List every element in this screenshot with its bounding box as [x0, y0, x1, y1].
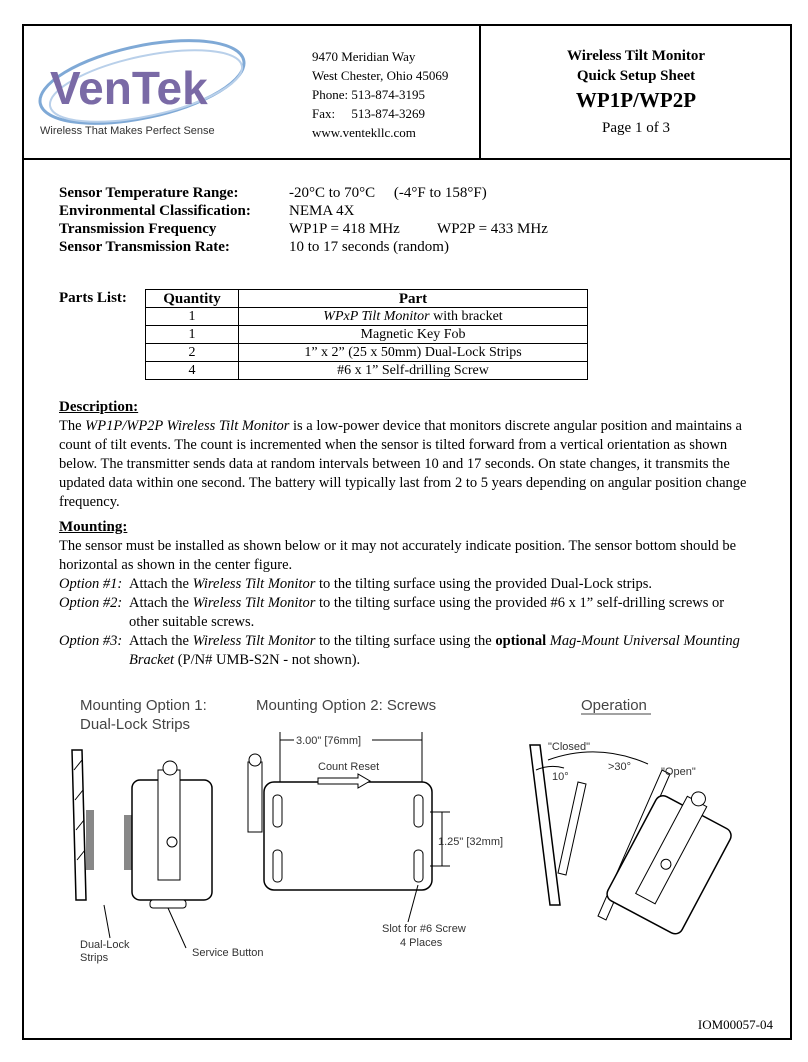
parts-list-label: Parts List:: [59, 290, 127, 306]
spec-label: Transmission Frequency: [59, 221, 217, 237]
mounting-option: Option #2: Attach the Wireless Tilt Monitor to the tilting surface using the provided #6 x 1” self-drilling screws or other suitable screws.: [59, 595, 725, 630]
address-line: 9470 Meridian Way: [312, 49, 416, 64]
header-column-divider: [479, 24, 481, 160]
title-block: [482, 46, 790, 137]
spec-value: 10 to 17 seconds (random): [289, 239, 449, 255]
model-number: WP1P/WP2P: [575, 88, 697, 112]
spec-value: NEMA 4X: [289, 203, 355, 219]
svg-text:"Closed": "Closed": [548, 741, 591, 753]
website-line: www.ventekllc.com: [312, 125, 416, 140]
qty-cell: 1: [146, 326, 239, 344]
svg-text:Strips: Strips: [80, 952, 109, 964]
sensor-front-icon: [264, 782, 432, 890]
document-number: IOM00057-04: [697, 1017, 773, 1032]
figure-label: Operation: [581, 697, 647, 714]
svg-text:Count Reset: Count Reset: [318, 761, 380, 773]
header-divider: [22, 158, 792, 160]
address-line: West Chester, Ohio 45069: [312, 68, 449, 83]
screw-slot-icon: [273, 795, 282, 827]
svg-text:1.25" [32mm]: 1.25" [32mm]: [438, 836, 504, 848]
table-row: [146, 326, 588, 344]
svg-text:>30°: >30°: [608, 761, 632, 773]
mounting-heading: Mounting:: [59, 519, 128, 535]
page-number: Page 1 of 3: [602, 120, 670, 136]
svg-text:Slot for #6 Screw: Slot for #6 Screw: [382, 923, 466, 935]
svg-text:10°: 10°: [552, 771, 569, 783]
dual-lock-strip-icon: [86, 810, 94, 870]
doc-subtitle: Quick Setup Sheet: [576, 68, 696, 84]
table-row: [146, 362, 588, 380]
part-cell: WPxP Tilt Monitor with bracket: [239, 308, 588, 326]
mounting-intro: The sensor must be installed as shown below or it may not accurately indicate position. The sensor bottom should be horizontal as shown in the center figure.: [59, 538, 737, 573]
svg-text:4 Places: 4 Places: [400, 937, 443, 949]
spec-label: Sensor Transmission Rate:: [59, 239, 230, 255]
spec-label: Environmental Classification:: [59, 203, 251, 219]
description-section: [59, 398, 749, 512]
mounting-option: Option #1: Attach the Wireless Tilt Monitor to the tilting surface using the provided Dual-Lock strips.: [59, 576, 653, 592]
spec-value: WP1P = 418 MHz WP2P = 433 MHz: [289, 221, 548, 237]
part-cell: 1” x 2” (25 x 50mm) Dual-Lock Strips: [239, 344, 588, 362]
mounting-figure: [58, 690, 758, 980]
mounting-section: [59, 518, 749, 670]
parts-table: [145, 289, 588, 380]
part-cell: #6 x 1” Self-drilling Screw: [239, 362, 588, 380]
service-button-icon: [150, 900, 186, 908]
specifications: [59, 184, 548, 256]
logo-text: VenTek: [50, 62, 208, 114]
column-header: Quantity: [146, 290, 239, 308]
tilting-surface-icon: [72, 750, 86, 900]
svg-text:"Open": "Open": [661, 766, 696, 778]
description-text: The WP1P/WP2P Wireless Tilt Monitor is a low-power device that monitors discrete angular position and maintains a count of tilt events. The count is incremented when the sensor is tilted forward from a vertical orientation as shown below. The transmitter sends data at random intervals between 10 and 17 seconds. On state changes, it transmits the updated data within one second. The battery will typically last from 2 to 5 years depending on angular position change frequency.: [59, 418, 747, 510]
tagline: Wireless That Makes Perfect Sense: [40, 125, 215, 137]
qty-cell: 4: [146, 362, 239, 380]
qty-cell: 1: [146, 308, 239, 326]
figure-label: Dual-Lock Strips: [80, 716, 191, 733]
company-address: [312, 47, 448, 142]
column-header: Part: [239, 290, 588, 308]
svg-text:3.00" [76mm]: 3.00" [76mm]: [296, 735, 362, 747]
table-row: [146, 344, 588, 362]
spec-label: Sensor Temperature Range:: [59, 185, 239, 201]
spec-value: -20°C to 70°C (-4°F to 158°F): [289, 185, 487, 201]
figure-label: Mounting Option 1:: [80, 697, 207, 714]
svg-text:Service Button: Service Button: [192, 947, 264, 959]
qty-cell: 2: [146, 344, 239, 362]
figure-label: Mounting Option 2: Screws: [256, 697, 437, 714]
svg-text:Dual-Lock: Dual-Lock: [80, 939, 130, 951]
doc-title: Wireless Tilt Monitor: [566, 48, 706, 64]
fax-line: Fax: 513-874-3269: [312, 106, 426, 121]
table-row: [146, 308, 588, 326]
phone-line: Phone: 513-874-3195: [312, 87, 426, 102]
part-cell: Magnetic Key Fob: [239, 326, 588, 344]
description-heading: Description:: [59, 399, 139, 415]
mounting-option: Option #3: Attach the Wireless Tilt Monitor to the tilting surface using the optional Mag-Mount Universal Mounting Bracket (P/N# UMB-S2N - not shown).: [59, 633, 740, 668]
